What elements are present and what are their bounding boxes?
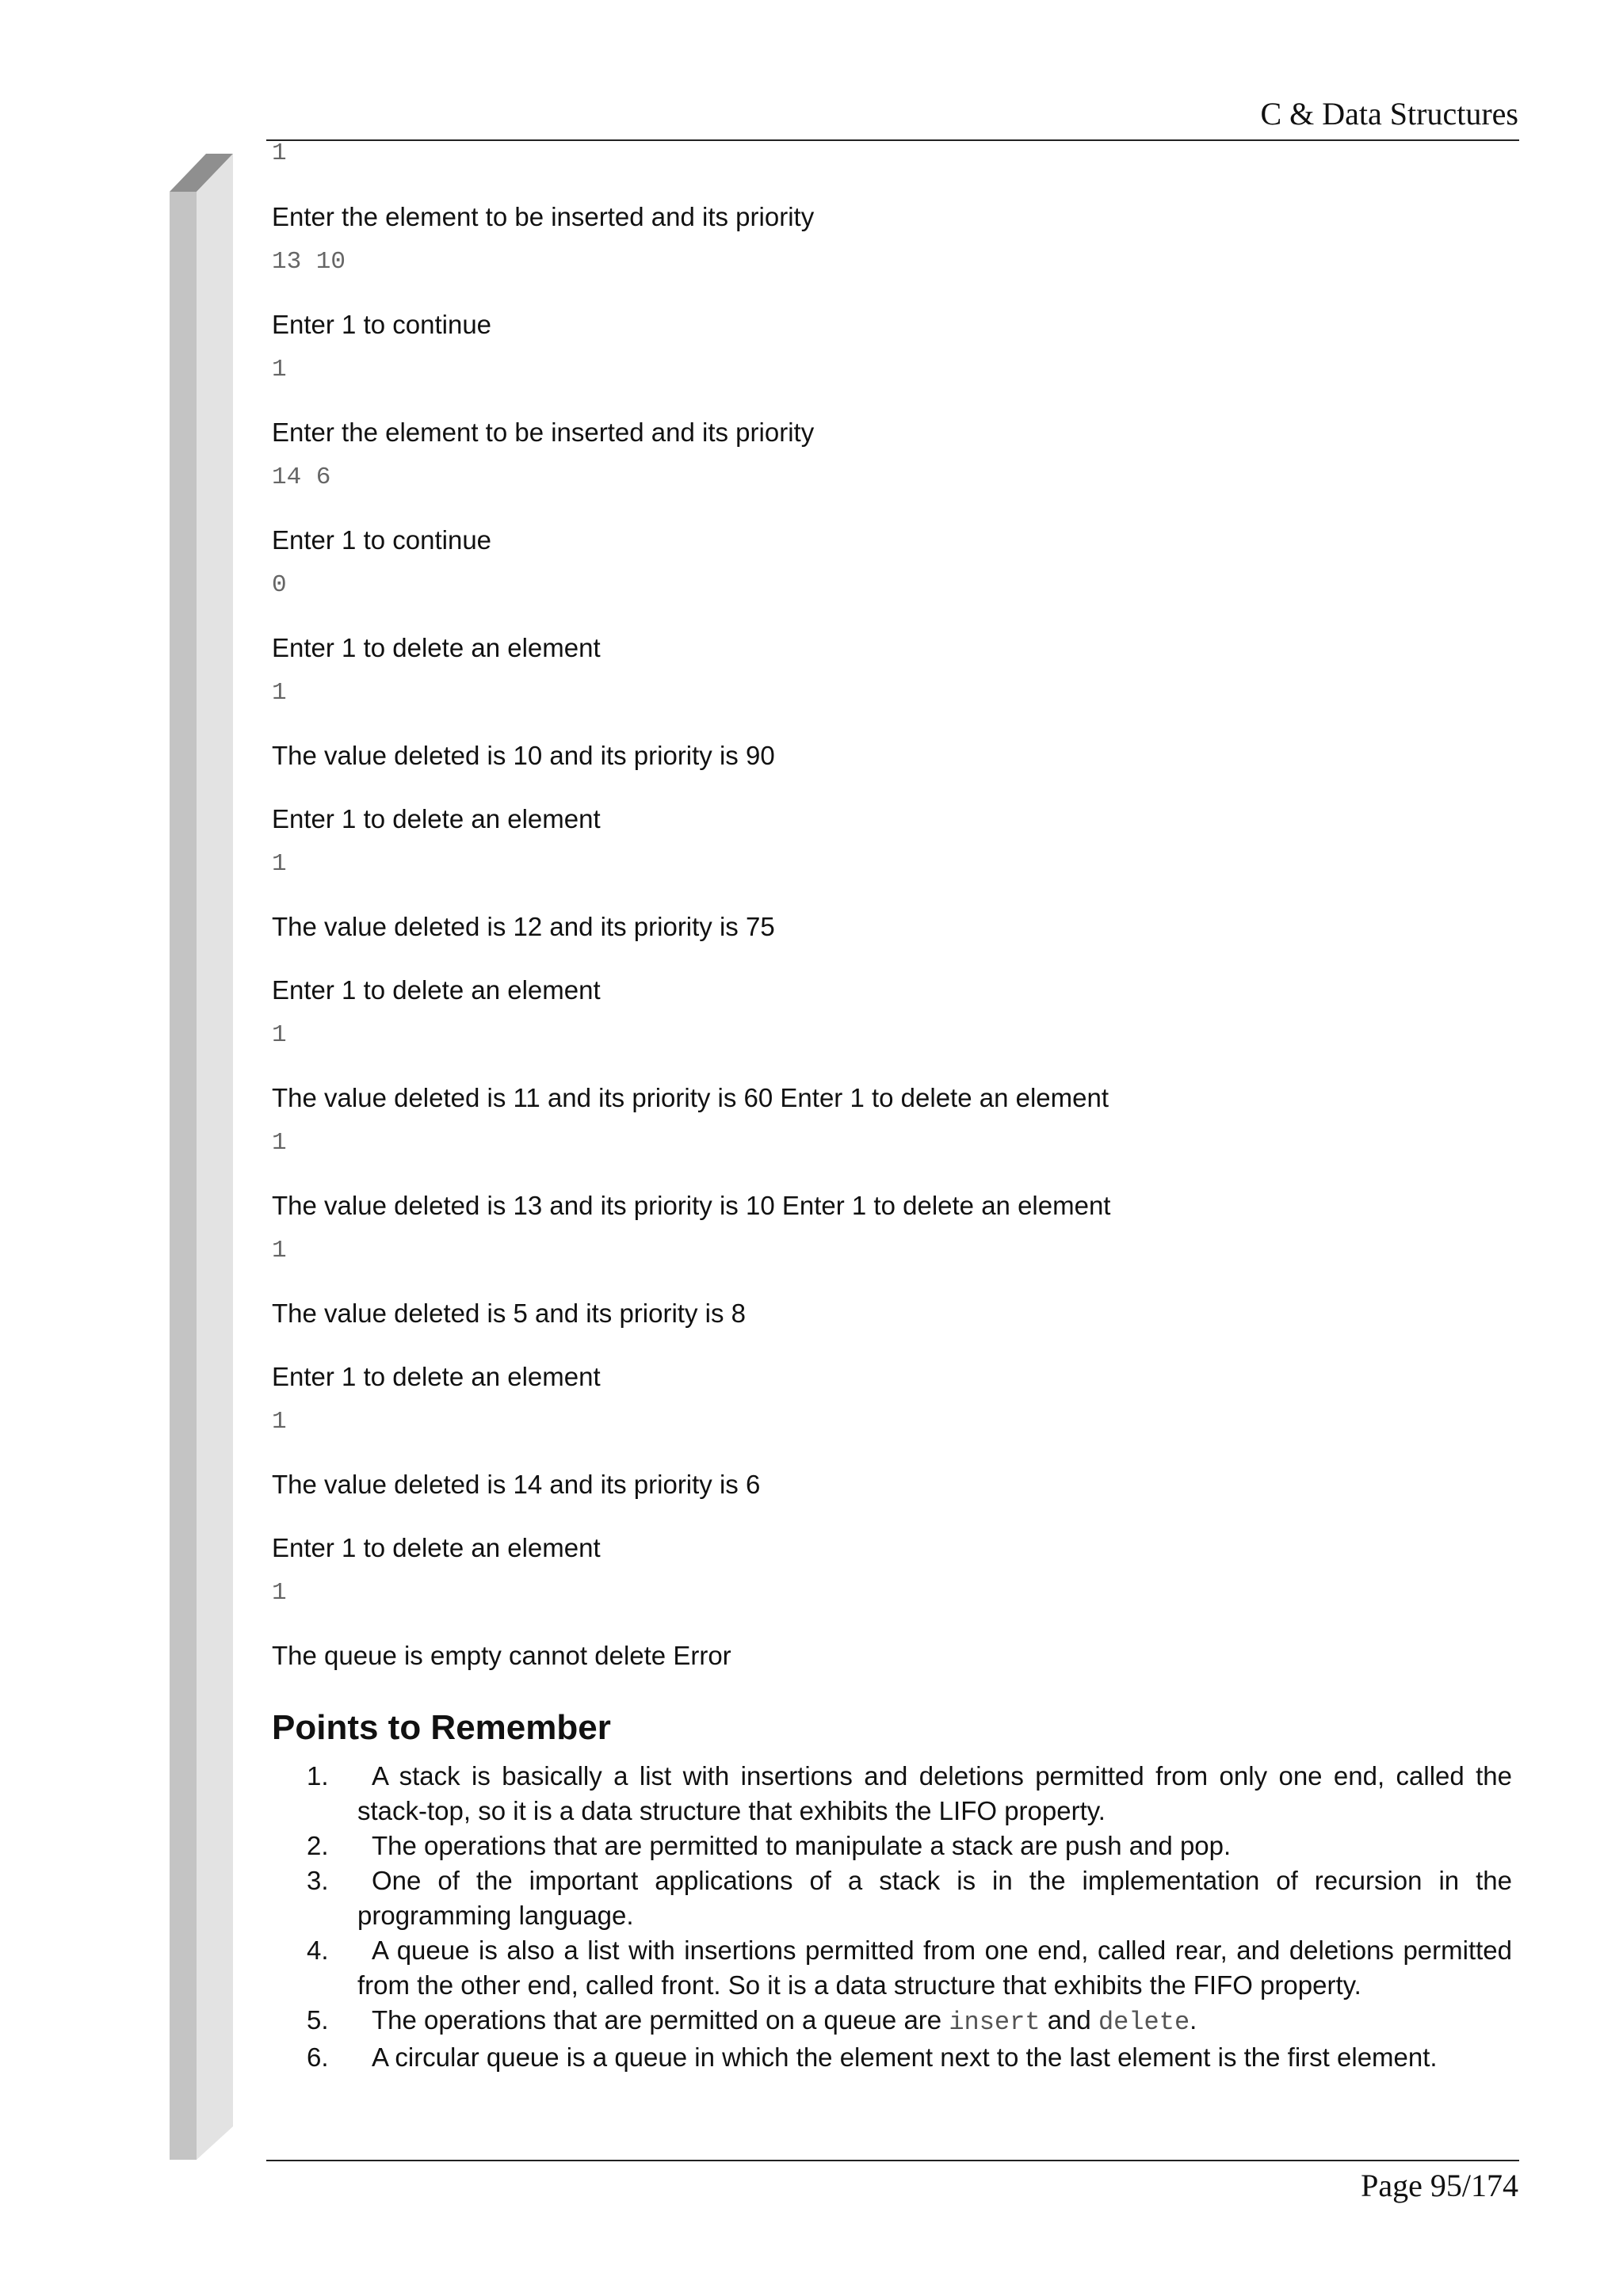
- list-item-text: [357, 2003, 1512, 2040]
- list-item-number: 3.: [307, 1866, 329, 1895]
- list-item: [272, 1759, 1512, 1829]
- list-item-text: A queue is also a list with insertions permitted from one end, called rear, and deletions permitted from the other end, called front. So it is a data structure that exhibits the FIFO property.: [357, 1936, 1512, 2000]
- prompt-line: Enter 1 to delete an element: [272, 975, 601, 1005]
- input-line: 1: [272, 1237, 287, 1264]
- prompt-line: Enter the element to be inserted and its priority: [272, 418, 815, 447]
- list-item: [272, 1829, 1512, 1863]
- prompt-line: Enter 1 to delete an element: [272, 1533, 601, 1562]
- list-item-text: A stack is basically a list with insertions and deletions permitted from only one end, called the stack-top, so it is a data structure that exhibits the LIFO property.: [357, 1761, 1512, 1825]
- result-line: The value deleted is 12 and its priority is 75: [272, 912, 775, 941]
- input-line: 1: [272, 1129, 287, 1157]
- running-header: C & Data Structures: [1260, 96, 1518, 132]
- output-line: 1: [272, 139, 287, 167]
- prompt-line: Enter 1 to delete an element: [272, 804, 601, 833]
- list-item-text: One of the important applications of a stack is in the implementation of recursion in the programming language.: [357, 1866, 1512, 1930]
- input-line: 1: [272, 850, 287, 878]
- footer-rule: [266, 2160, 1519, 2161]
- text-fragment: .: [1190, 2005, 1197, 2035]
- points-list: [272, 1759, 1512, 2075]
- list-item-text: The operations that are permitted to manipulate a stack are push and pop.: [372, 1831, 1232, 1860]
- list-item: [272, 2040, 1512, 2075]
- text-fragment: The operations that are permitted on a queue are: [372, 2005, 949, 2035]
- result-line: The value deleted is 10 and its priority is 90: [272, 741, 775, 770]
- input-line: 1: [272, 679, 287, 707]
- result-line: The value deleted is 13 and its priority is 10 Enter 1 to delete an element: [272, 1191, 1111, 1220]
- prompt-line: Enter 1 to delete an element: [272, 633, 601, 662]
- prompt-line: Enter 1 to continue: [272, 525, 492, 555]
- input-line: 1: [272, 1579, 287, 1607]
- result-line: The value deleted is 14 and its priority is 6: [272, 1470, 761, 1499]
- page-number: Page 95/174: [1361, 2168, 1518, 2203]
- list-item-number: 1.: [307, 1761, 329, 1791]
- input-line: 14 6: [272, 463, 331, 491]
- list-item: [272, 1933, 1512, 2003]
- list-item-text: A circular queue is a queue in which the element next to the last element is the first element.: [372, 2042, 1438, 2072]
- list-item-number: 6.: [307, 2042, 329, 2072]
- prompt-line: Enter 1 to continue: [272, 310, 492, 339]
- input-line: 1: [272, 356, 287, 383]
- inline-code-delete: delete: [1098, 2008, 1190, 2037]
- prompt-line: Enter the element to be inserted and its priority: [272, 202, 815, 231]
- list-item: [272, 1863, 1512, 1933]
- list-item-number: 4.: [307, 1936, 329, 1965]
- input-line: 0: [272, 571, 287, 599]
- text-fragment: and: [1040, 2005, 1098, 2035]
- list-item-number: 5.: [307, 2005, 329, 2035]
- list-item-number: 2.: [307, 1831, 329, 1860]
- input-line: 1: [272, 1408, 287, 1436]
- list-item: [272, 2003, 1512, 2040]
- input-line: 1: [272, 1021, 287, 1049]
- binder-decoration: [170, 154, 233, 2160]
- result-line: The queue is empty cannot delete Error: [272, 1641, 731, 1670]
- input-line: 13 10: [272, 248, 346, 276]
- inline-code-insert: insert: [949, 2008, 1041, 2037]
- section-heading: Points to Remember: [272, 1708, 611, 1747]
- header-rule: [266, 139, 1519, 141]
- result-line: The value deleted is 11 and its priority is 60 Enter 1 to delete an element: [272, 1083, 1109, 1112]
- result-line: The value deleted is 5 and its priority is 8: [272, 1299, 746, 1328]
- prompt-line: Enter 1 to delete an element: [272, 1362, 601, 1391]
